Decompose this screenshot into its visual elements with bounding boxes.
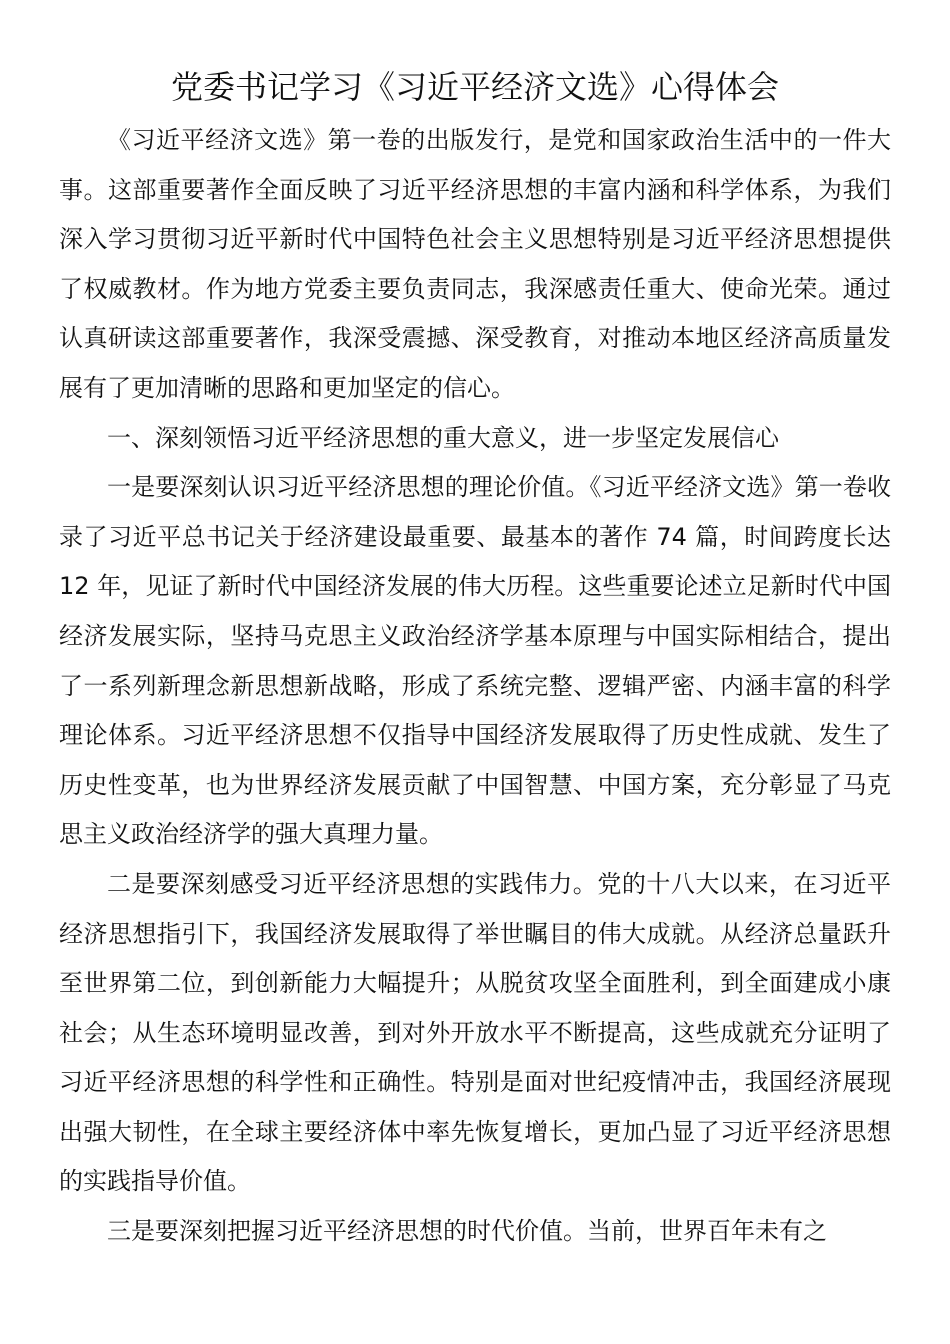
paragraph-intro: 《习近平经济文选》第一卷的出版发行，是党和国家政治生活中的一件大事。这部重要著作全面反映了习近平经济思想的丰富内涵和科学体系，为我们深入学习贯彻习近平新时代中国特色社会主义思想特别是习近平经济思想提供了权威教材。作为地方党委主要负责同志，我深感责任重大、使命光荣。通过认真研读这部重要著作，我深受震撼、深受教育，对推动本地区经济高质量发展有了更加清晰的思路和更加坚定的信心。 xyxy=(59,126,891,402)
section-heading-1: 一、深刻领悟习近平经济思想的重大意义，进一步坚定发展信心 xyxy=(107,423,779,452)
document-body xyxy=(59,116,891,1257)
paragraph-era-value: 三是要深刻把握习近平经济思想的时代价值。当前，世界百年未有之 xyxy=(107,1217,827,1246)
paragraph-practice-power: 二是要深刻感受习近平经济思想的实践伟力。党的十八大以来，在习近平经济思想指引下，我国经济发展取得了举世瞩目的伟大成就。从经济总量跃升至世界第二位，到创新能力大幅提升；从脱贫攻坚全面胜利，到全面建成小康社会；从生态环境明显改善，到对外开放水平不断提高，这些成就充分证明了习近平经济思想的科学性和正确性。特别是面对世纪疫情冲击，我国经济展现出强大韧性，在全球主要经济体中率先恢复增长，更加凸显了习近平经济思想的实践指导价值。 xyxy=(59,869,891,1196)
paragraph-theory-value: 一是要深刻认识习近平经济思想的理论价值。《习近平经济文选》第一卷收录了习近平总书记关于经济建设最重要、最基本的著作 74 篇，时间跨度长达 12 年，见证了新时代中国经济发展的伟大历程。这些重要论述立足新时代中国经济发展实际，坚持马克思主义政治经济学基本原理与中国实际相结合，提出了一系列新理念新思想新战略，形成了系统完整、逻辑严密、内涵丰富的科学理论体系。习近平经济思想不仅指导中国经济发展取得了历史性成就、发生了历史性变革，也为世界经济发展贡献了中国智慧、中国方案，充分彰显了马克思主义政治经济学的强大真理力量。 xyxy=(59,473,891,849)
document-title: 党委书记学习《习近平经济文选》心得体会 xyxy=(170,68,779,106)
